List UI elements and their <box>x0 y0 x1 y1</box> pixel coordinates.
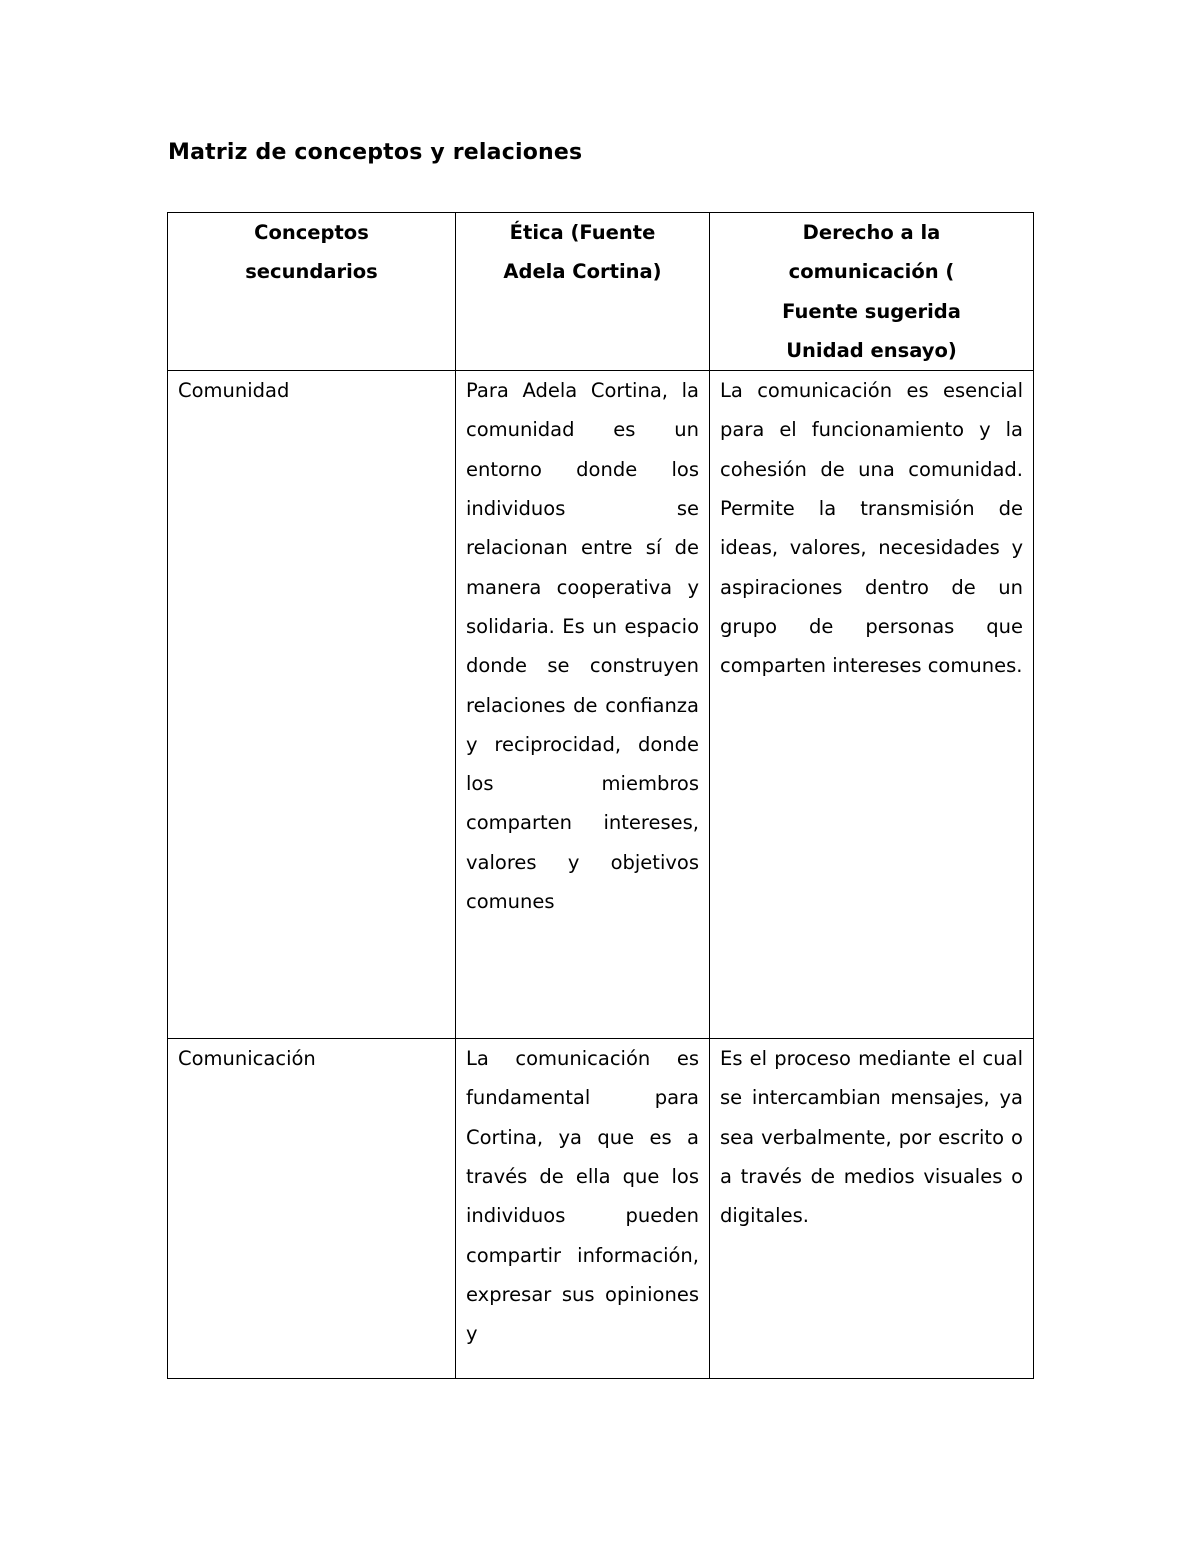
table-row <box>168 371 1034 1039</box>
header-label: Conceptos secundarios <box>245 221 378 284</box>
header-label: Derecho a la comunicación ( Fuente sugerida Unidad ensayo) <box>782 221 961 362</box>
concept-cell: Comunidad <box>168 371 456 1039</box>
derecho-cell <box>710 1039 1034 1379</box>
header-label: Ética (Fuente Adela Cortina) <box>503 221 662 284</box>
concept-matrix-table <box>167 212 1034 1379</box>
header-etica <box>456 213 710 371</box>
concept-cell <box>168 1039 456 1379</box>
header-conceptos-secundarios <box>168 213 456 371</box>
etica-text: La comunicación es fundamental para Cortina, ya que es a través de ella que los individuos pueden compartir información, expresar sus opiniones y <box>466 1047 699 1346</box>
derecho-cell: La comunicación es esencial para el funcionamiento y la cohesión de una comunidad. Permite la transmisión de ideas, valores, necesidades y aspiraciones dentro de un grupo de personas que comparten intereses comunes. <box>710 371 1034 1039</box>
page-title: Matriz de conceptos y relaciones <box>168 140 583 165</box>
etica-cell: Para Adela Cortina, la comunidad es un entorno donde los individuos se relacionan entre sí de manera cooperativa y solidaria. Es un espacio donde se construyen relaciones de confianza y reciprocidad, donde los miembros comparten intereses, valores y objetivos comunes <box>456 371 710 1039</box>
etica-cell <box>456 1039 710 1379</box>
derecho-text: Es el proceso mediante el cual se intercambian mensajes, ya sea verbalmente, por escrito o a través de medios visuales o digitales. <box>720 1047 1023 1228</box>
concept-text: Comunicación <box>178 1047 316 1071</box>
header-derecho-comunicacion <box>710 213 1034 371</box>
table-row <box>168 1039 1034 1379</box>
table-header-row <box>168 213 1034 371</box>
